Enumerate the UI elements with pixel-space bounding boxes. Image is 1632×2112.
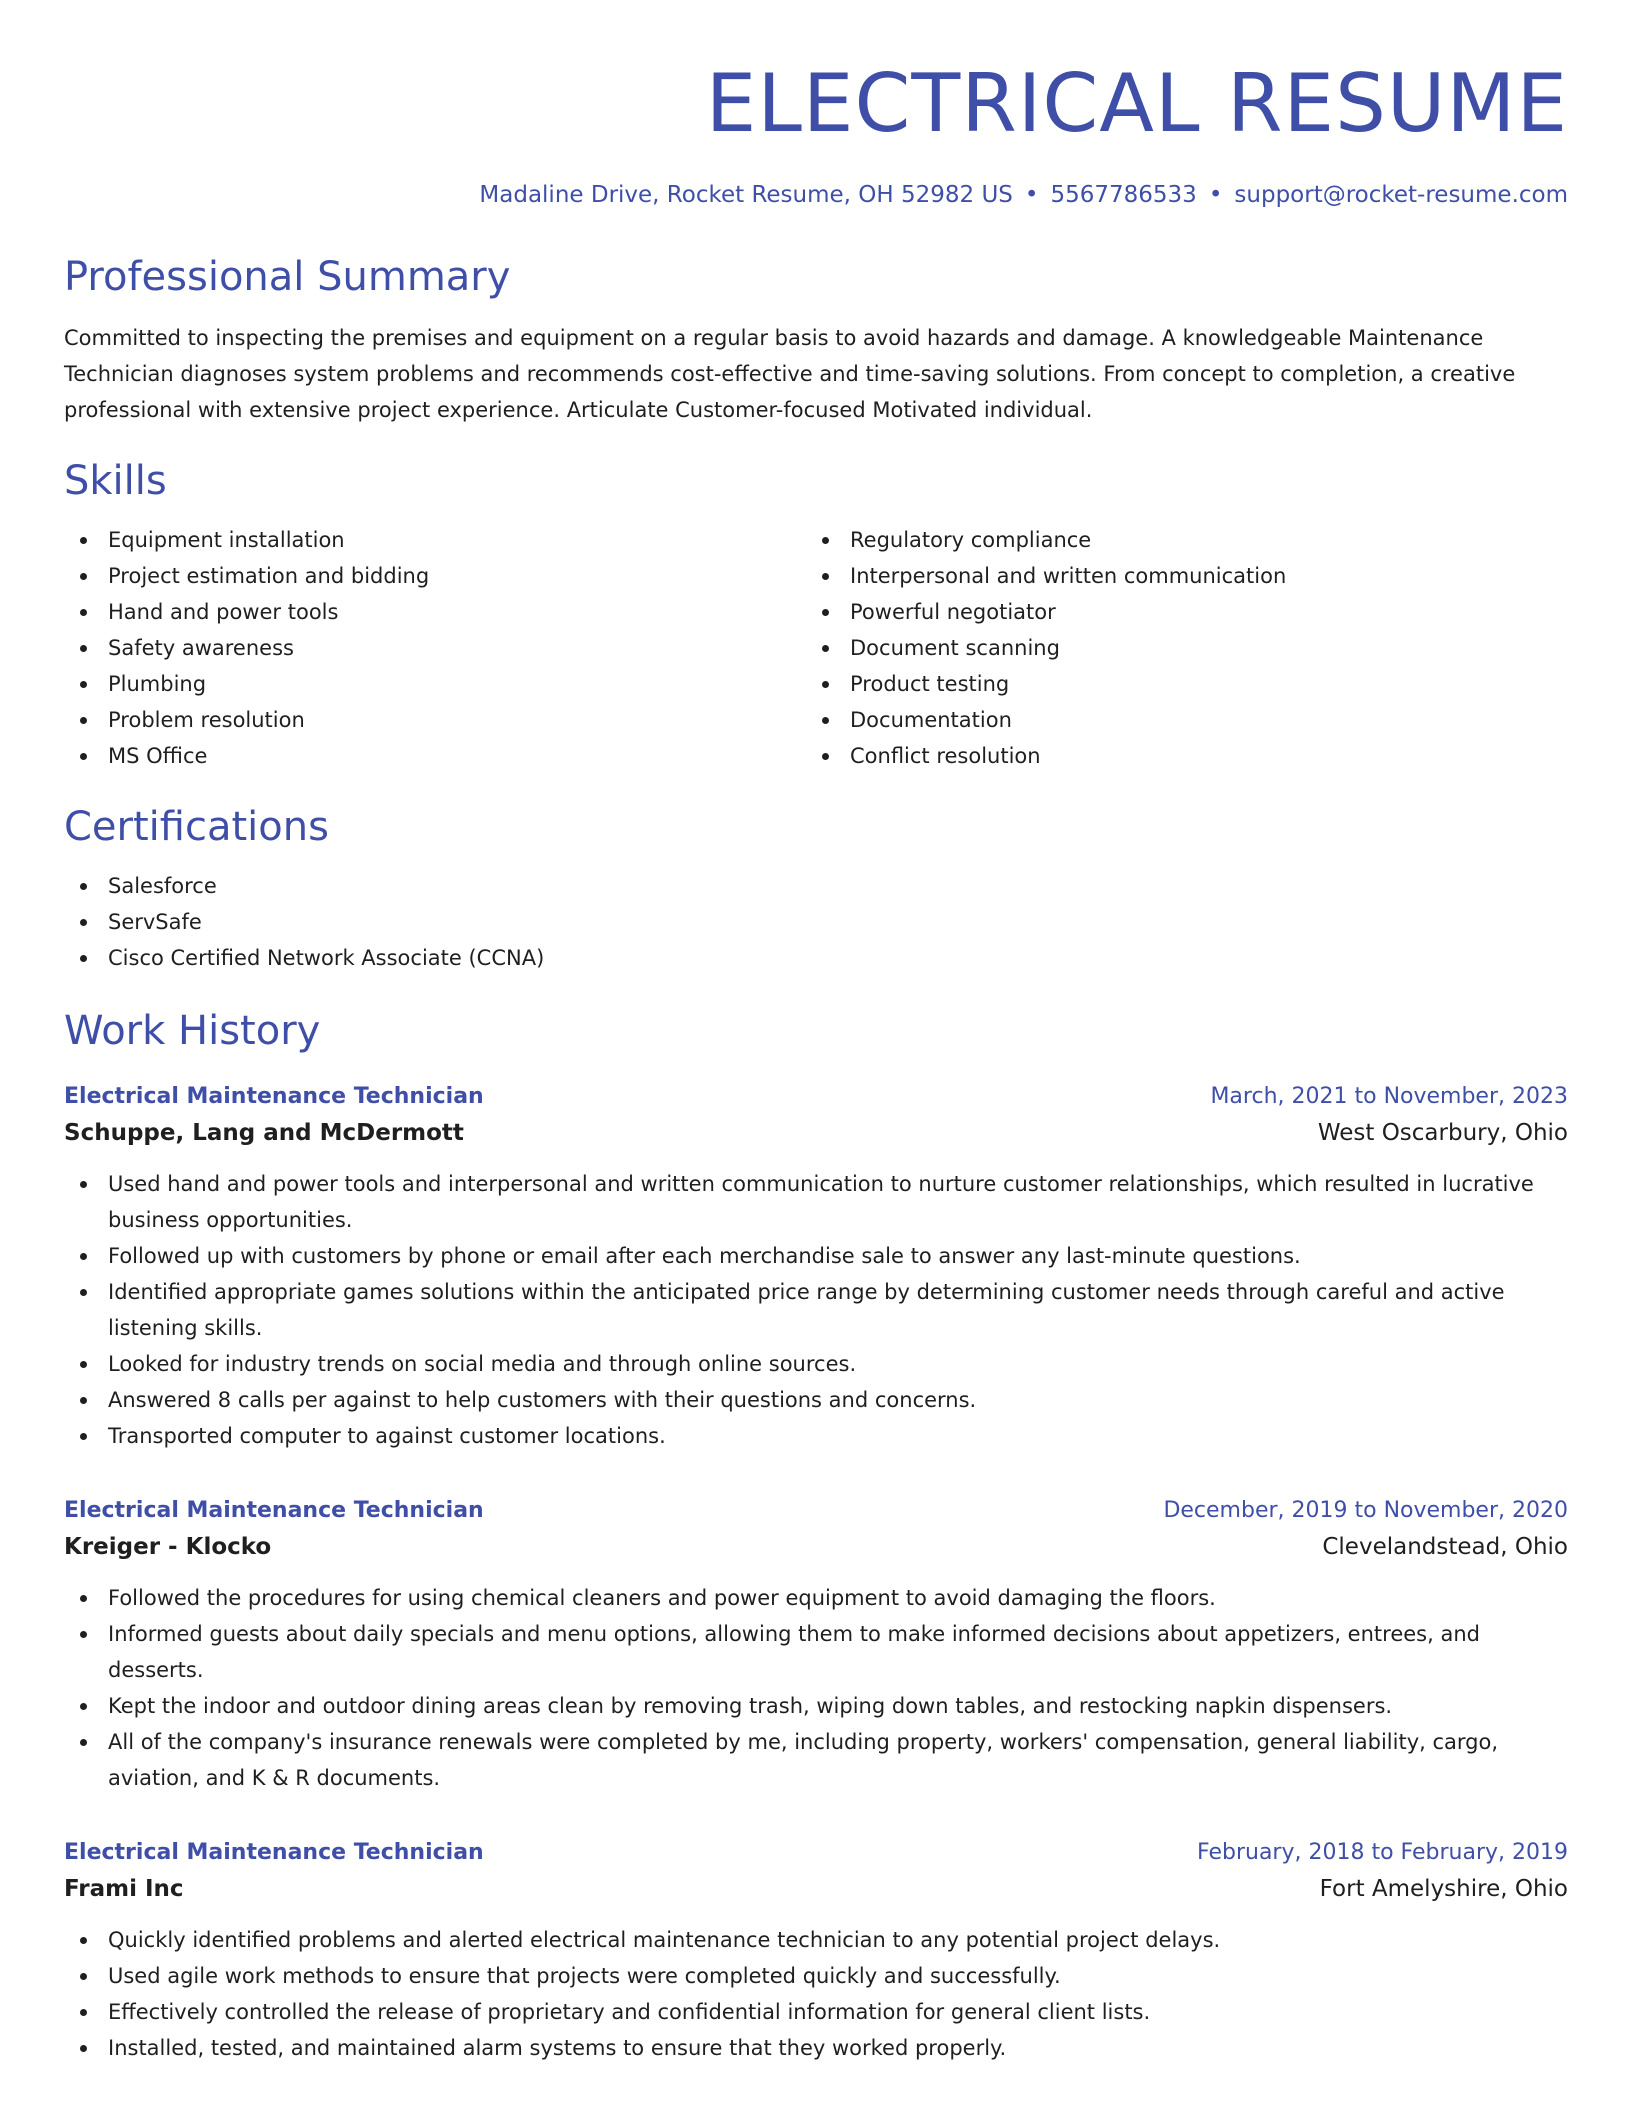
certifications-heading: Certifications — [64, 804, 329, 850]
certification-item: Salesforce — [64, 868, 1568, 904]
job-entry — [64, 1494, 1568, 1796]
skill-item: MS Office — [64, 738, 806, 774]
job-header — [64, 1494, 1568, 1528]
job-location: West Oscarbury, Ohio — [1317, 1120, 1568, 1146]
skills-list-left — [64, 522, 806, 774]
duty-item: Followed the procedures for using chemical cleaners and power equipment to avoid damaging the floors. — [64, 1580, 1568, 1616]
duty-item: Answered 8 calls per against to help customers with their questions and concerns. — [64, 1382, 1568, 1418]
resume-title: ELECTRICAL RESUME — [705, 57, 1568, 150]
skill-item: Hand and power tools — [64, 594, 806, 630]
skill-item: Plumbing — [64, 666, 806, 702]
duty-item: Informed guests about daily specials and menu options, allowing them to make informed decisions about appetizers, entrees, and desserts. — [64, 1616, 1568, 1688]
job-duties-list — [64, 1922, 1568, 2066]
job-dates: March, 2021 to November, 2023 — [1210, 1084, 1568, 1109]
skill-item: Safety awareness — [64, 630, 806, 666]
skill-item: Problem resolution — [64, 702, 806, 738]
skill-item: Powerful negotiator — [806, 594, 1548, 630]
job-company-row — [64, 1114, 1568, 1152]
summary-heading: Professional Summary — [64, 254, 511, 300]
duty-item: Used agile work methods to ensure that projects were completed quickly and successfully. — [64, 1958, 1568, 1994]
job-company-row — [64, 1528, 1568, 1566]
job-dates: December, 2019 to November, 2020 — [1163, 1498, 1568, 1523]
job-duties-list — [64, 1166, 1568, 1454]
job-company: Schuppe, Lang and McDermott — [64, 1120, 464, 1146]
job-company: Kreiger - Klocko — [64, 1534, 272, 1560]
skill-item: Conflict resolution — [806, 738, 1548, 774]
job-entry — [64, 1080, 1568, 1454]
skills-columns — [64, 522, 1568, 774]
skill-item: Documentation — [806, 702, 1548, 738]
duty-item: Quickly identified problems and alerted electrical maintenance technician to any potential project delays. — [64, 1922, 1568, 1958]
certification-item: Cisco Certified Network Associate (CCNA) — [64, 940, 1568, 976]
duty-item: Followed up with customers by phone or email after each merchandise sale to answer any last-minute questions. — [64, 1238, 1568, 1274]
summary-text: Committed to inspecting the premises and equipment on a regular basis to avoid hazards and damage. A knowledgeable Maintenance Technician diagnoses system problems and recommends cost-effective and time-saving solutions. From concept to completion, a creative professional with extensive project experience. Articulate Customer-focused Motivated individual. — [64, 326, 1516, 422]
duty-item: Used hand and power tools and interpersonal and written communication to nurture customer relationships, which resulted in lucrative business opportunities. — [64, 1166, 1568, 1238]
contact-email[interactable]: support@rocket-resume.com — [1234, 182, 1568, 208]
contact-phone[interactable]: 5567786533 — [1050, 182, 1197, 208]
duty-item: All of the company's insurance renewals were completed by me, including property, workers' compensation, general liability, cargo, aviation, and K & R documents. — [64, 1724, 1568, 1796]
duty-item: Installed, tested, and maintained alarm systems to ensure that they worked properly. — [64, 2030, 1568, 2066]
duty-item: Kept the indoor and outdoor dining areas clean by removing trash, wiping down tables, and restocking napkin dispensers. — [64, 1688, 1568, 1724]
skill-item: Product testing — [806, 666, 1548, 702]
skill-item: Equipment installation — [64, 522, 806, 558]
job-company: Frami Inc — [64, 1876, 184, 1902]
skills-list-right — [806, 522, 1548, 774]
skill-item: Project estimation and bidding — [64, 558, 806, 594]
duty-item: Looked for industry trends on social media and through online sources. — [64, 1346, 1568, 1382]
job-title: Electrical Maintenance Technician — [64, 1084, 484, 1109]
skills-heading: Skills — [64, 458, 167, 504]
job-location: Clevelandstead, Ohio — [1322, 1534, 1568, 1560]
duty-item: Identified appropriate games solutions within the anticipated price range by determining customer needs through careful and active listening skills. — [64, 1274, 1568, 1346]
job-header — [64, 1080, 1568, 1114]
duty-item: Effectively controlled the release of proprietary and confidential information for general client lists. — [64, 1994, 1568, 2030]
certifications-list — [64, 868, 1568, 976]
job-duties-list — [64, 1580, 1568, 1796]
job-title: Electrical Maintenance Technician — [64, 1840, 484, 1865]
contact-separator: • — [1208, 182, 1223, 208]
work-history-heading: Work History — [64, 1008, 321, 1054]
job-location: Fort Amelyshire, Ohio — [1319, 1876, 1568, 1902]
duty-item: Transported computer to against customer locations. — [64, 1418, 1568, 1454]
contact-address: Madaline Drive, Rocket Resume, OH 52982 US — [479, 182, 1013, 208]
skill-item: Interpersonal and written communication — [806, 558, 1548, 594]
job-title: Electrical Maintenance Technician — [64, 1498, 484, 1523]
job-entry — [64, 1836, 1568, 2066]
certification-item: ServSafe — [64, 904, 1568, 940]
job-company-row — [64, 1870, 1568, 1908]
skill-item: Regulatory compliance — [806, 522, 1548, 558]
job-header — [64, 1836, 1568, 1870]
resume-page — [64, 0, 1568, 2066]
skill-item: Document scanning — [806, 630, 1548, 666]
contact-line — [64, 180, 1568, 210]
contact-separator: • — [1024, 182, 1039, 208]
job-dates: February, 2018 to February, 2019 — [1197, 1840, 1568, 1865]
